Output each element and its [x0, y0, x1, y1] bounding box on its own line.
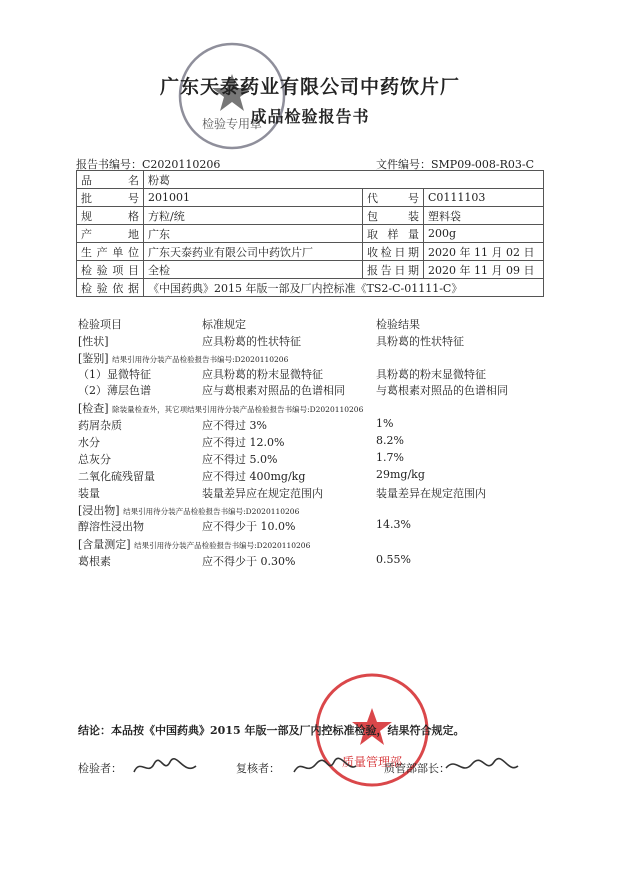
result-row	[78, 485, 548, 501]
test-item-value: 全检	[144, 261, 363, 279]
section-note: 结果引用待分装产品检验报告书编号:D2020110206	[123, 507, 300, 516]
reviewer-signature	[290, 752, 360, 784]
section-note: 除装量检查外，其它项结果引用待分装产品检验报告书编号:D2020110206	[112, 405, 364, 414]
receive-date-value: 2020 年 11 月 02 日	[424, 243, 544, 261]
section-heading	[78, 502, 548, 518]
product-info-table	[76, 170, 544, 297]
result-value: 具粉葛的性状特征	[376, 335, 464, 348]
report-number: 报告书编号：C2020110206	[76, 158, 221, 171]
result-value: 具粉葛的粉末显微特征	[376, 368, 486, 381]
svg-text:质量管理部: 质量管理部	[341, 755, 403, 769]
result-row	[78, 434, 548, 450]
result-standard: 应不得过 5.0%	[202, 453, 278, 466]
result-row	[78, 366, 548, 382]
results-header	[78, 316, 548, 332]
product-name-value: 粉葛	[144, 171, 544, 189]
report-date-label: 报告日期	[363, 261, 424, 279]
report-title: 成品检验报告书	[250, 107, 370, 126]
table-row	[77, 207, 544, 225]
result-standard: 应不得过 12.0%	[202, 436, 285, 449]
sample-value: 200g	[424, 225, 544, 243]
result-row	[78, 451, 548, 467]
code-value: C0111103	[424, 189, 544, 207]
result-value: 0.55%	[376, 553, 411, 566]
column-header-standard: 标准规定	[202, 318, 246, 331]
receive-date-label: 收检日期	[363, 243, 424, 261]
code-label: 代 号	[363, 189, 424, 207]
inspector-signature	[130, 754, 200, 784]
table-row	[77, 243, 544, 261]
column-header-item: 检验项目	[78, 318, 122, 331]
result-row	[78, 553, 548, 569]
result-value: 29mg/kg	[376, 468, 425, 481]
section-title: [含量测定]	[78, 538, 131, 551]
maker-label: 生产单位	[77, 243, 144, 261]
result-value: 14.3%	[376, 518, 411, 531]
qa-manager-signature	[442, 752, 522, 784]
pack-label: 包 装	[363, 207, 424, 225]
result-item: 装量	[78, 487, 100, 500]
result-row	[78, 518, 548, 534]
section-heading	[78, 350, 548, 366]
pack-value: 塑料袋	[424, 207, 544, 225]
result-standard: 应具粉葛的性状特征	[202, 335, 301, 348]
result-value: 1%	[376, 417, 394, 430]
result-item: 醇溶性浸出物	[78, 520, 144, 533]
table-row	[77, 171, 544, 189]
table-row	[77, 261, 544, 279]
result-value: 装量差异在规定范围内	[376, 487, 486, 500]
section-heading	[78, 400, 548, 416]
section-title: [浸出物]	[78, 504, 120, 517]
result-value: 1.7%	[376, 451, 404, 464]
origin-label: 产 地	[77, 225, 144, 243]
column-header-result: 检验结果	[376, 318, 420, 331]
batch-label: 批 号	[77, 189, 144, 207]
test-item-label: 检验项目	[77, 261, 144, 279]
result-value: 与葛根素对照品的色谱相同	[376, 384, 508, 397]
result-row	[78, 468, 548, 484]
origin-value: 广东	[144, 225, 363, 243]
basis-label: 检验依据	[77, 279, 144, 297]
result-value: 8.2%	[376, 434, 404, 447]
company-title: 广东天泰药业有限公司中药饮片厂	[159, 76, 460, 98]
result-standard: 应具粉葛的粉末显微特征	[202, 368, 323, 381]
file-number: 文件编号：SMP09-008-R03-C	[376, 158, 535, 171]
result-item: 水分	[78, 436, 100, 449]
product-name-label: 品 名	[77, 171, 144, 189]
result-standard: 应不得过 400mg/kg	[202, 470, 306, 483]
report-date-value: 2020 年 11 月 09 日	[424, 261, 544, 279]
result-standard: 应与葛根素对照品的色谱相同	[202, 384, 345, 397]
table-row	[77, 189, 544, 207]
maker-value: 广东天泰药业有限公司中药饮片厂	[144, 243, 363, 261]
section-note: 结果引用待分装产品检验报告书编号:D2020110206	[134, 541, 311, 550]
qa-manager-label: 质管部部长：	[384, 762, 450, 775]
result-standard: 装量差异应在规定范围内	[202, 487, 323, 500]
spec-label: 规 格	[77, 207, 144, 225]
section-heading	[78, 536, 548, 552]
result-item: （1）显微特征	[78, 368, 151, 381]
section-title: [检查]	[78, 402, 109, 415]
inspector-label: 检验者：	[78, 762, 122, 775]
result-standard: 应不得少于 10.0%	[202, 520, 296, 533]
spec-value: 方粒/统	[144, 207, 363, 225]
sample-label: 取 样 量	[363, 225, 424, 243]
result-row	[78, 382, 548, 398]
result-row	[78, 333, 548, 349]
section-title: [鉴别]	[78, 352, 109, 365]
reviewer-label: 复核者：	[236, 762, 280, 775]
result-standard: 应不得少于 0.30%	[202, 555, 296, 568]
conclusion: 结论：本品按《中国药典》2015 年版一部及厂内控标准检验，结果符合规定。	[78, 724, 465, 737]
batch-value: 201001	[144, 189, 363, 207]
result-item: 葛根素	[78, 555, 111, 568]
result-item: 二氧化硫残留量	[78, 470, 155, 483]
result-item: （2）薄层色谱	[78, 384, 151, 397]
result-row	[78, 417, 548, 433]
basis-value: 《中国药典》2015 年版一部及厂内控标准《TS2-C-01111-C》	[144, 279, 544, 297]
result-item: 总灰分	[78, 453, 111, 466]
table-row	[77, 279, 544, 297]
section-note: 结果引用待分装产品检验报告书编号:D2020110206	[112, 355, 289, 364]
svg-text:检验专用章: 检验专用章	[201, 117, 263, 131]
result-item: 药屑杂质	[78, 419, 122, 432]
result-item: [性状]	[78, 335, 109, 348]
table-row	[77, 225, 544, 243]
result-standard: 应不得过 3%	[202, 419, 267, 432]
